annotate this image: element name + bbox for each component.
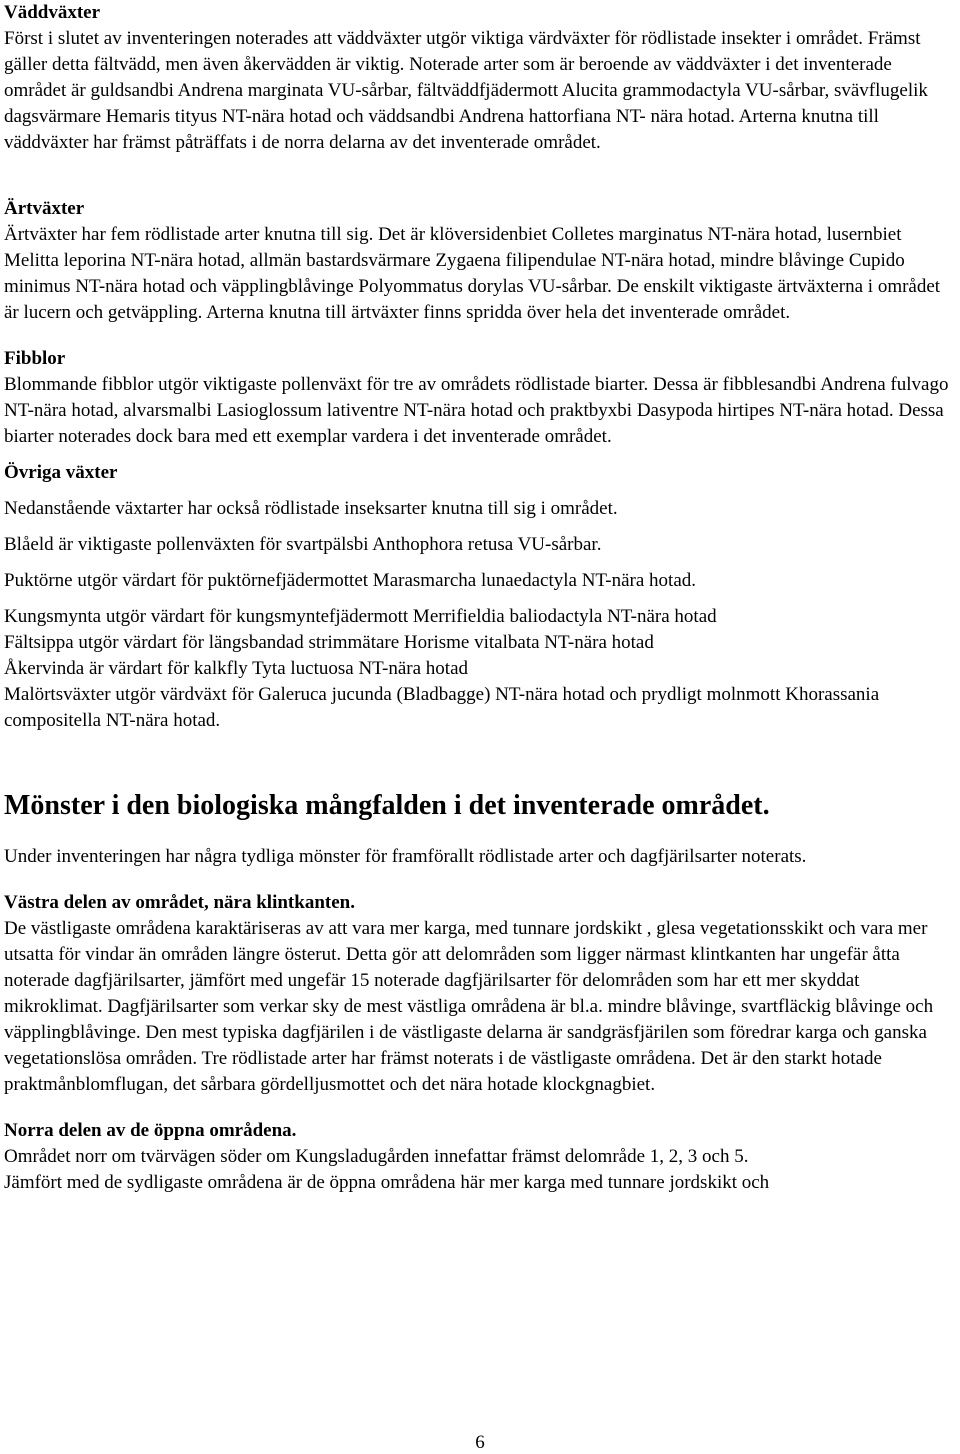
spacer: [4, 774, 952, 788]
spacer: [4, 594, 952, 604]
spacer: [4, 156, 952, 196]
section-heading-fibblor: Fibblor: [4, 348, 66, 369]
spacer: [4, 522, 952, 532]
paragraph-ovriga-intro: Nedanstående växtarter har också rödlistade inseksarter knutna till sig i området.: [4, 498, 618, 519]
spacer: [4, 870, 952, 890]
section-heading-vaddvaxter: Väddväxter: [4, 2, 101, 23]
paragraph-ovriga-faltsippa: Fältsippa utgör värdart för längsbandad strimmätare Horisme vitalbata NT-nära hotad: [4, 632, 654, 653]
paragraph-norra-line2: Jämfört med de sydligaste områdena är de öppna områdena här mer karga med tunnare jordskikt och: [4, 1172, 770, 1193]
paragraph-ovriga-akervinda: Åkervinda är värdart för kalkfly Tyta luctuosa NT-nära hotad: [4, 658, 469, 679]
spacer: [4, 824, 952, 844]
paragraph-monster-intro: Under inventeringen har några tydliga mönster för framförallt rödlistade arter och dagfjärilsarter noterats.: [4, 846, 807, 867]
spacer: [4, 558, 952, 568]
paragraph-vaddvaxter: Först i slutet av inventeringen noterades att väddväxter utgör viktiga värdväxter för rödlistade insekter i området. Främst gäller detta fältvädd, men även åkervädden är viktig. Noterade arter som är beroende av väddväxter i det inventerade området är guldsandbi Andrena marginata VU-sårbar, fältväddfjädermott Alucita grammodactyla VU-sårbar, svävflugelik dagsvärmare Hemaris tityus NT-nära hotad och väddsandbi Andrena hattorfiana NT- nära hotad. Arterna knutna till väddväxter har främst påträffats i de norra delarna av det inventerade området.: [4, 28, 928, 153]
section-heading-ovriga: Övriga växter: [4, 462, 118, 483]
section-heading-artvaxter: Ärtväxter: [4, 198, 85, 219]
chapter-title: Mönster i den biologiska mångfalden i det inventerade området.: [4, 790, 770, 821]
spacer: [4, 1098, 952, 1118]
paragraph-ovriga-kungsmynta: Kungsmynta utgör värdart för kungsmyntefjädermott Merrifieldia baliodactyla NT-nära hotad: [4, 606, 717, 627]
spacer: [4, 326, 952, 346]
paragraph-vastra: De västligaste områdena karaktäriseras av att vara mer karga, med tunnare jordskikt , glesa vegetationsskikt och vara mer utsatta för vindar än områden längre österut. Detta gör att delområden som ligger närmast klintkanten har ungefär åtta noterade dagfjärilsarter, jämfört med ungefär 15 noterade dagfjärilsarter för delområden som har ett mer skyddat mikroklimat. Dagfjärilsarter som verkar sky de mest västliga områdena är bl.a. mindre blåvinge, svartfläckig blåvinge och väpplingblåvinge. Den mest typiska dagfjärilen i de västligaste delarna är sandgräsfjärilen som föredrar karga och ganska vegetationslösa områden. Tre rödlistade arter har främst noterats i de västligaste områdena. Det är den starkt hotade praktmånblomflugan, det sårbara gördelljusmottet och det nära hotade klockgnagbiet.: [4, 918, 934, 1095]
paragraph-ovriga-blaeld: Blåeld är viktigaste pollenväxten för svartpälsbi Anthophora retusa VU-sårbar.: [4, 534, 602, 555]
page-number: 6: [475, 1432, 485, 1453]
paragraph-norra-line1: Området norr om tvärvägen söder om Kungsladugården innefattar främst delområde 1, 2, 3 och 5.: [4, 1146, 749, 1167]
spacer: [4, 486, 952, 496]
spacer: [4, 450, 952, 460]
paragraph-fibblor: Blommande fibblor utgör viktigaste pollenväxt för tre av områdets rödlistade biarter. Dessa är fibblesandbi Andrena fulvago NT-nära hotad, alvarsmalbi Lasioglossum lativentre NT-nära hotad och praktbyxbi Dasypoda hirtipes NT-nära hotad. Dessa biarter noterades dock bara med ett exemplar vardera i det inventerade området.: [4, 374, 949, 447]
document-page: [4, 0, 952, 1196]
paragraph-artvaxter: Ärtväxter har fem rödlistade arter knutna till sig. Det är klöversidenbiet Colletes marginatus NT-nära hotad, lusernbiet Melitta leporina NT-nära hotad, allmän bastardsvärmare Zygaena filipendulae NT-nära hotad, mindre blåvinge Cupido minimus NT-nära hotad och väpplingblåvinge Polyommatus dorylas VU-sårbar. De enskilt viktigaste ärtväxterna i området är lucern och getväppling. Arterna knutna till ärtväxter finns spridda över hela det inventerade området.: [4, 224, 941, 323]
section-heading-norra: Norra delen av de öppna områdena.: [4, 1120, 297, 1141]
paragraph-ovriga-puktorne: Puktörne utgör värdart för puktörnefjädermottet Marasmarcha lunaedactyla NT-nära hotad.: [4, 570, 697, 591]
paragraph-ovriga-malortsvaxter: Malörtsväxter utgör värdväxt för Galeruca jucunda (Bladbagge) NT-nära hotad och prydligt molnmott Khorassania compositella NT-nära hotad.: [4, 684, 880, 731]
section-heading-vastra: Västra delen av området, nära klintkanten.: [4, 892, 355, 913]
spacer: [4, 734, 952, 774]
